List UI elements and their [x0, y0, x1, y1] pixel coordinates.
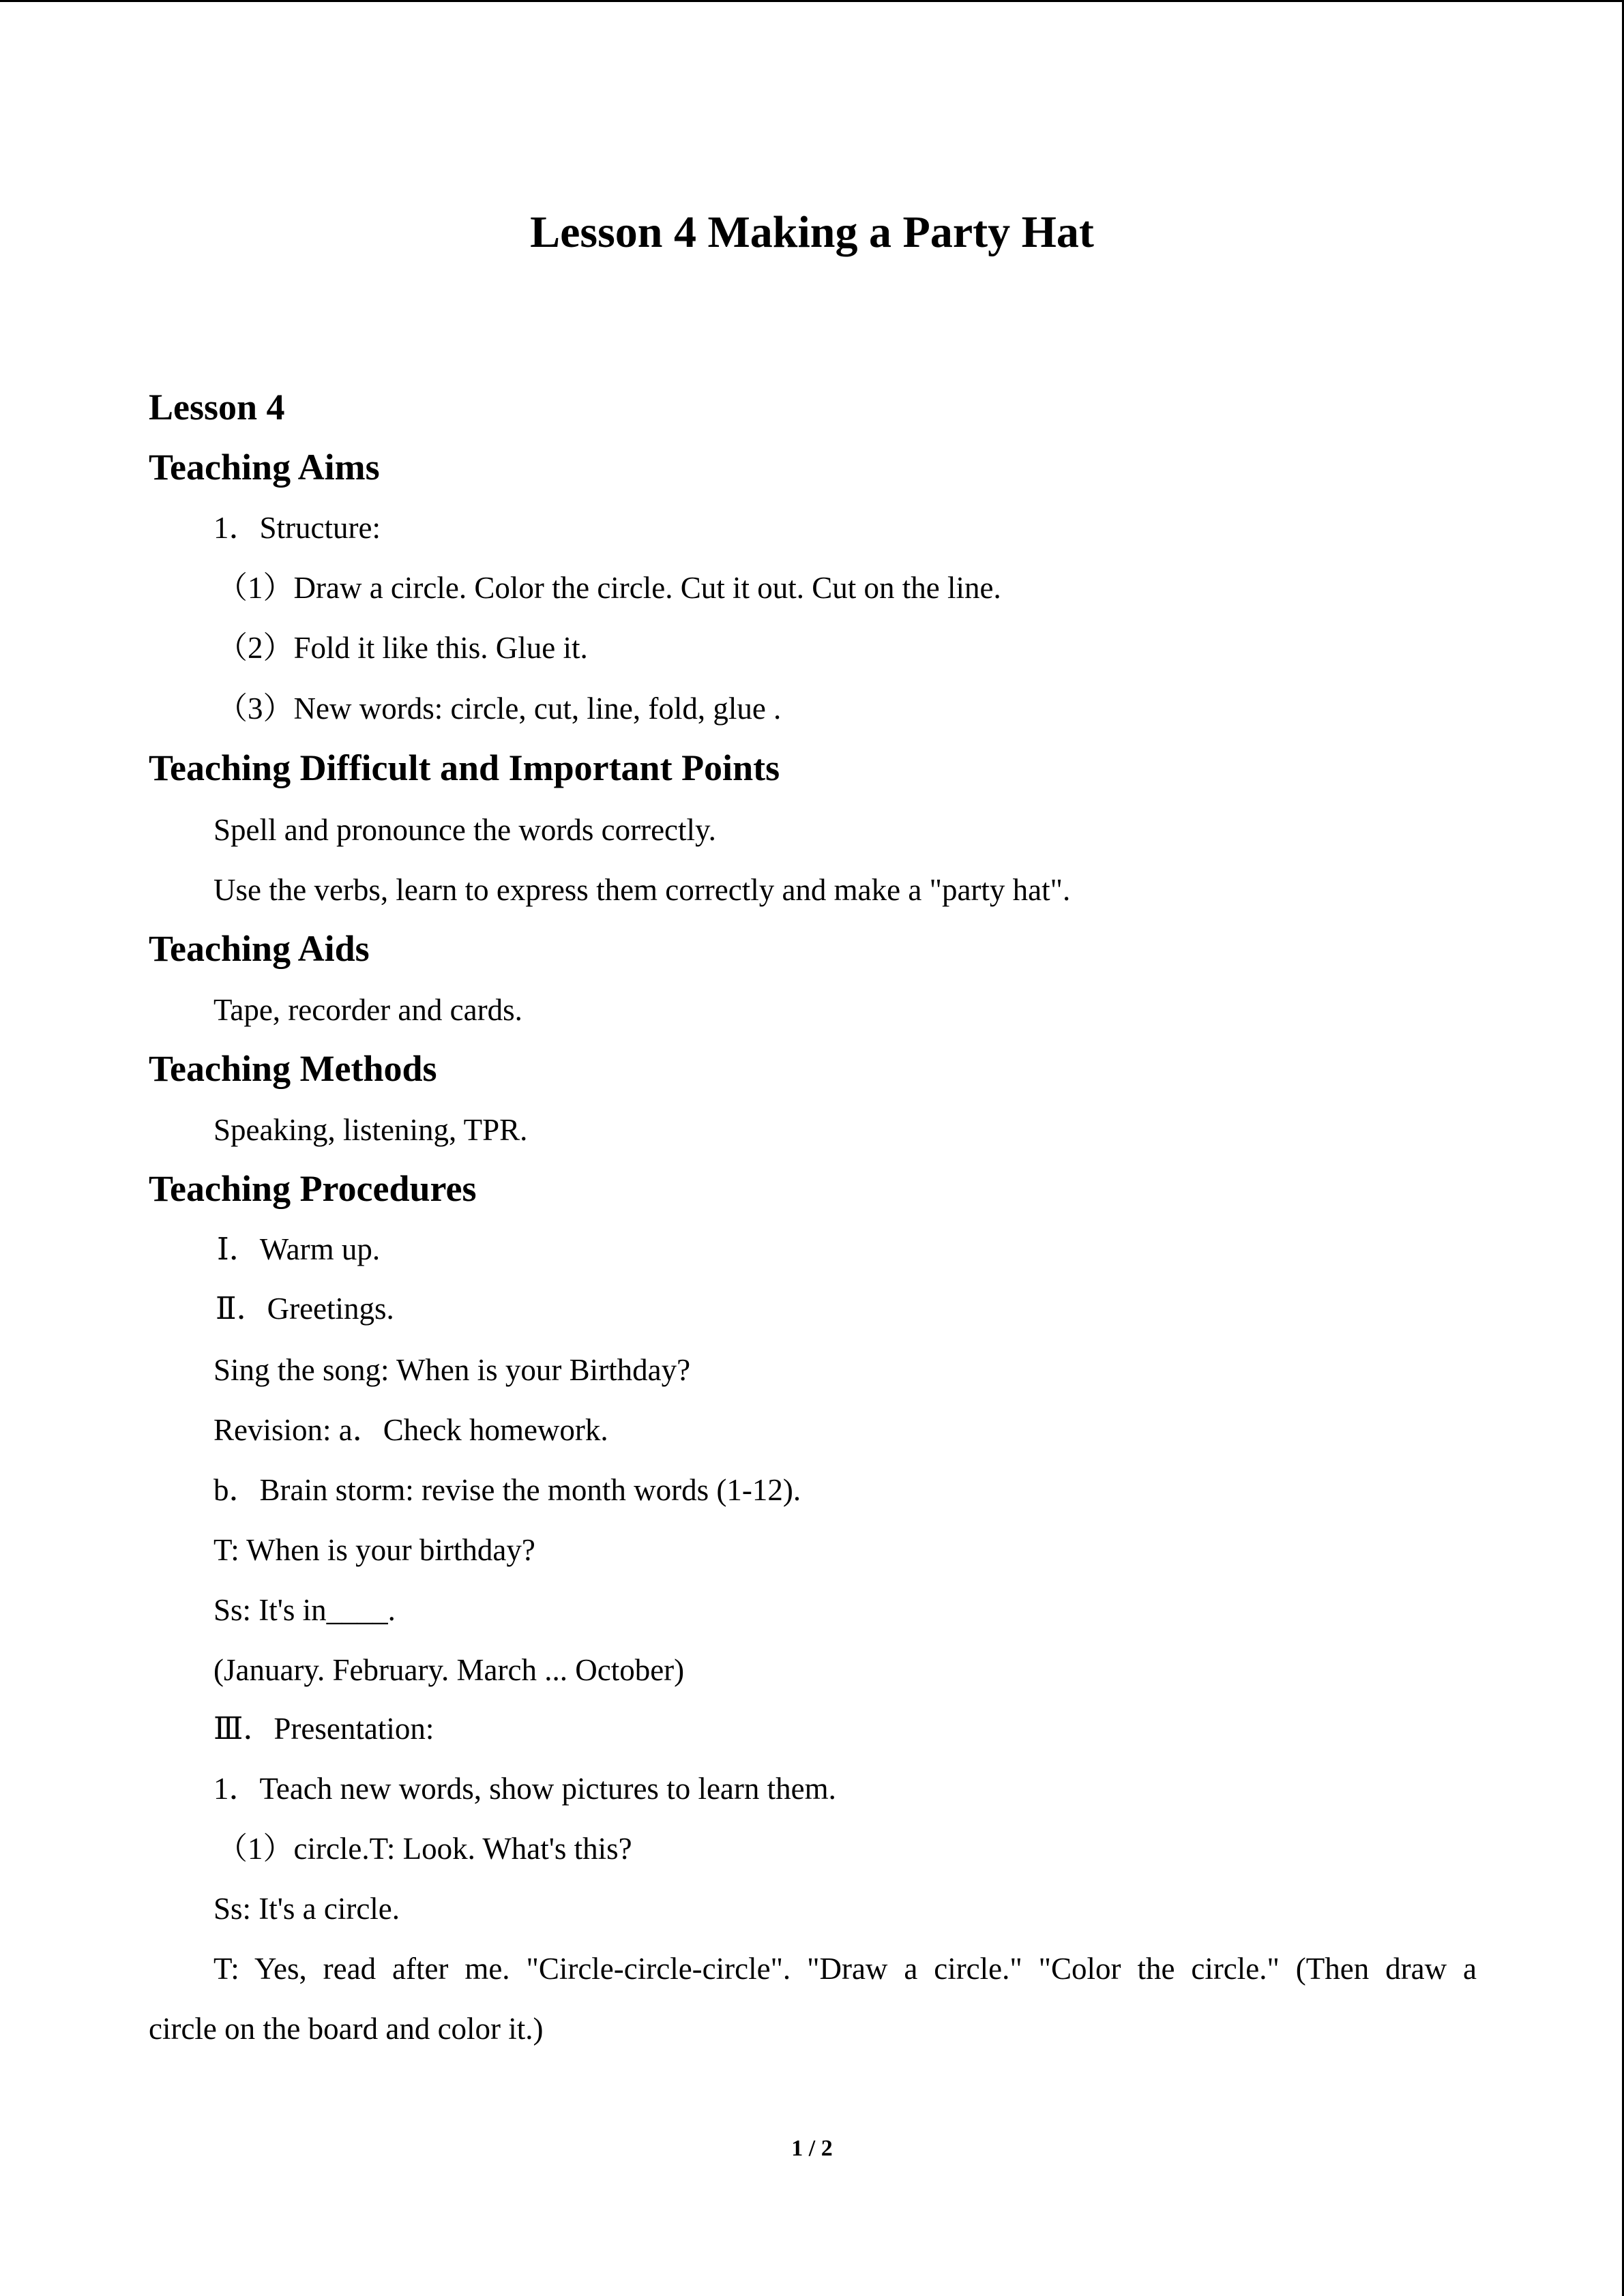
procedure-line: 1．Teach new words, show pictures to learn them.: [213, 1772, 836, 1806]
aids-line: Tape, recorder and cards.: [213, 993, 522, 1027]
procedure-line: (January. February. March ... October): [213, 1653, 685, 1687]
aims-line: （2）Fold it like this. Glue it.: [217, 631, 588, 665]
difficult-points-heading: Teaching Difficult and Important Points: [149, 747, 780, 788]
teaching-aims-heading: Teaching Aims: [149, 447, 380, 488]
aims-line: （3）New words: circle, cut, line, fold, glue .: [217, 691, 782, 726]
methods-line: Speaking, listening, TPR.: [213, 1113, 528, 1147]
procedure-line: Revision: a．Check homework.: [213, 1413, 608, 1447]
procedure-line: Ⅰ．Warm up.: [217, 1232, 381, 1266]
procedure-line: Ⅱ．Greetings.: [216, 1292, 394, 1326]
procedure-line: Sing the song: When is your Birthday?: [213, 1353, 691, 1387]
teaching-procedures-heading: Teaching Procedures: [149, 1168, 477, 1209]
points-line: Spell and pronounce the words correctly.: [213, 813, 716, 847]
teaching-methods-heading: Teaching Methods: [149, 1048, 437, 1089]
page-border-top: [0, 0, 1624, 2]
points-line: Use the verbs, learn to express them correctly and make a "party hat".: [213, 873, 1071, 907]
page-number: 1 / 2: [791, 2136, 833, 2161]
procedure-line: T: When is your birthday?: [213, 1533, 535, 1567]
procedure-line: Ss: It's in____.: [213, 1593, 396, 1627]
document-title: Lesson 4 Making a Party Hat: [530, 207, 1094, 257]
procedure-line: Ss: It's a circle.: [213, 1892, 400, 1926]
lesson-heading: Lesson 4: [149, 387, 285, 428]
procedure-line: T: Yes, read after me. "Circle-circle-circle". "Draw a circle." "Color the circle." (Then draw a: [213, 1952, 1477, 1986]
aims-line: 1．Structure:: [213, 511, 381, 545]
teaching-aids-heading: Teaching Aids: [149, 928, 370, 969]
aims-line: （1）Draw a circle. Color the circle. Cut it out. Cut on the line.: [217, 571, 1001, 605]
procedure-line: （1）circle.T: Look. What's this?: [217, 1832, 632, 1866]
procedure-line: b．Brain storm: revise the month words (1-12).: [213, 1473, 801, 1507]
procedure-line: circle on the board and color it.): [149, 2012, 544, 2046]
procedure-line: Ⅲ．Presentation:: [213, 1712, 434, 1746]
